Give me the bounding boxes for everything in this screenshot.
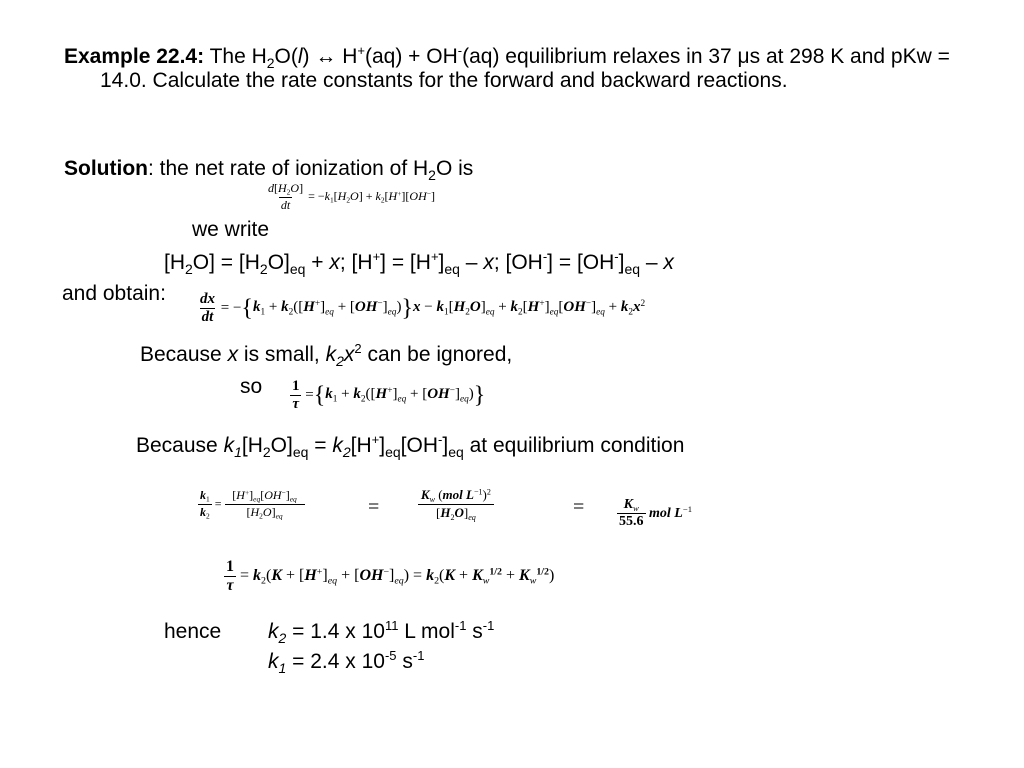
because-equilibrium-line: Because $k_1[H_2O]_{eq} = k_2[H^+]_{eq}[OH^-]_{eq}$ at equilibrium condition: [136, 432, 685, 460]
k-ratio-fraction: $\frac{k_1}{k_2}$: [200, 488, 210, 521]
rate-fraction: $\frac{d[H_2O]}{dt}$: [268, 181, 304, 212]
ratio-equation-right: $\frac{K_w}{55.6}$ mol $L^{-1}$: [619, 497, 693, 530]
kw-over-55-fraction: $\frac{K_w}{55.6}$: [619, 497, 644, 530]
example-text: The $H_2O(l)$ ↔ H+(aq) + OH-(aq) equilibrium relaxes in 37 μs at 298 K and pKw = 14.0. Calculate the rate constants for the forward and backward reactions.: [100, 43, 950, 92]
example-paragraph: [64, 45, 1000, 93]
we-write-text: we write: [192, 218, 270, 241]
tau-k2-equation: $\frac{1}{\tau}$ = $k_2(K + [H^+]_{eq} + [OH^-]_{eq}) = k_2(K + K_w^{1/2} + K_w^{1/2})$: [226, 558, 555, 594]
ratio-equation-middle: [418, 487, 494, 522]
k2-result: $k_2 = 1.4$ x $10^{11}$ L mol$^{-1}$ $s^{-1}$: [268, 618, 495, 646]
tau2-fraction: $\frac{1}{\tau}$: [226, 558, 234, 594]
example-label: Example 22.4:: [64, 45, 205, 68]
hence-label: hence: [164, 620, 222, 643]
because-small-line: Because x is small, $k_2x^2$ can be ignored,: [140, 341, 513, 369]
concentration-ratio-fraction: $\frac{[H^+]_{eq}[OH^-]_{eq}}{[H_2O]_{eq}}$: [225, 488, 305, 520]
dxdt-fraction: $\frac{dx}{dt}$: [200, 291, 215, 325]
k1-result: $k_1 = 2.4$ x $10^{-5}$ $s^{-1}$: [268, 648, 425, 676]
solution-line: Solution: the net rate of ionization of $H_2O$ is: [64, 157, 474, 183]
so-text: so: [240, 375, 263, 398]
tau-fraction: $\frac{1}{\tau}$: [292, 378, 300, 412]
tau-equation: $\frac{1}{\tau}$ $=\{k_1 + k_2([H^+]_{eq} + [OH^-]_{eq})\}$: [292, 378, 486, 412]
definitions-line: $[H_2O] = [H_2O]_{eq} + x$; $[H^+] = [H^+]_{eq} - x$; $[OH^-] = [OH^-]_{eq} - x$: [164, 249, 674, 277]
kw-ratio-fraction: $\frac{K_w (mol L^{-1})^2}{[H_2O]_{eq}}$: [418, 487, 494, 522]
rate-equation: $\frac{d[H_2O]}{dt}$ = $-k_1[H_2O] + k_2[H^+][OH^-]$: [268, 181, 435, 212]
and-obtain-text: and obtain:: [62, 282, 166, 305]
dxdt-equation: $\frac{dx}{dt}$ = $-\{k_1 + k_2([H^+]_{eq} + [OH^-]_{eq})\}x - k_1[H_2O]_{eq} + k_2[H^+]_{eq}[OH^-]_{eq} + k_2x^2$: [200, 291, 646, 325]
equals-sign-2: =: [573, 496, 585, 518]
ratio-equation-left: $\frac{k_1}{k_2}$ = $\frac{[H^+]_{eq}[OH^-]_{eq}}{[H_2O]_{eq}}$: [198, 488, 305, 520]
solution-label: Solution: [64, 157, 148, 180]
equals-sign-1: =: [368, 496, 380, 518]
